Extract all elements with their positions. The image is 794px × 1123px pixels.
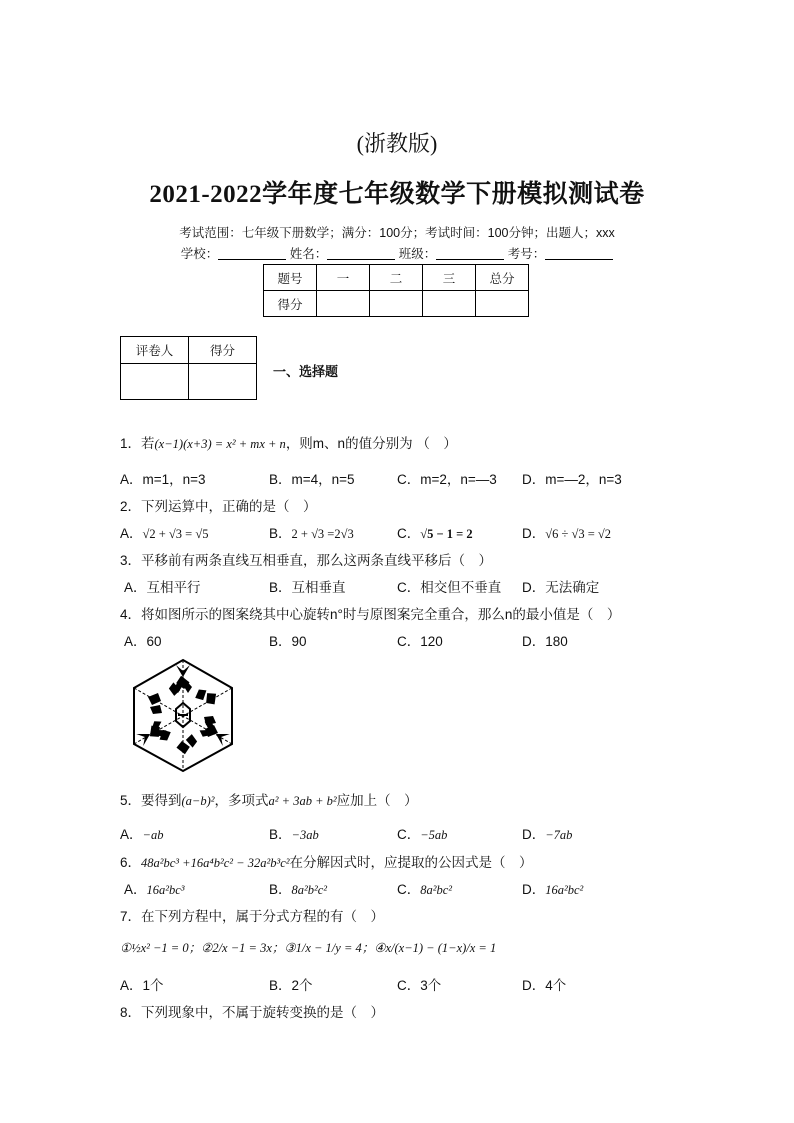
student-info-line [0,244,794,262]
option-d[interactable]: D．−7ab [522,827,573,842]
name-blank[interactable] [327,246,395,260]
name-label: 姓名： [289,247,328,261]
question-text: 1．若 [120,436,155,451]
option-d[interactable]: D．180 [522,634,568,649]
class-label: 班级： [398,247,437,261]
score-header: 总分 [476,265,529,291]
question-text: ，则m、n的值分别为 （ ） [285,436,457,451]
question-5: 5．要得到(a−b)²，多项式a² + 3ab + b²应加上（ ） [120,793,418,808]
option-c[interactable]: C．3个 [397,978,442,993]
score-header: 题号 [264,265,317,291]
class-blank[interactable] [436,246,504,260]
score-cell[interactable] [317,291,370,317]
option-d[interactable]: D．无法确定 [522,580,600,595]
score-cell[interactable] [423,291,476,317]
score-header: 一 [317,265,370,291]
score-cell[interactable] [476,291,529,317]
question-3: 3．平移前有两条直线互相垂直，那么这两条直线平移后（ ） [120,553,493,568]
grader-table [120,336,257,400]
option-b[interactable]: B．−3ab [269,827,319,842]
option-b[interactable]: B．2 + √3 =2√3 [269,526,354,541]
question-7-equations: ①½x² −1 = 0；②2/x −1 = 3x；③1/x − 1/y = 4；④x/(x−1) − (1−x)/x = 1 [120,941,497,955]
option-c[interactable]: C．8a²bc² [397,882,453,897]
section-title: 一、选择题 [273,364,339,379]
option-d[interactable]: D．16a²bc² [522,882,584,897]
option-c[interactable]: C．√5 − 1 = 2 [397,526,473,541]
grader-header: 得分 [189,337,257,364]
option-b[interactable]: B．互相垂直 [269,580,346,595]
option-d[interactable]: D．4个 [522,978,567,993]
score-row-label: 得分 [264,291,317,317]
grader-cell[interactable] [189,364,257,400]
option-a[interactable]: A．√2 + √3 = √5 [120,526,209,541]
option-b[interactable]: B．m=4，n=5 [269,472,355,487]
score-table [263,264,529,317]
score-header: 三 [423,265,476,291]
option-c[interactable]: C．−5ab [397,827,448,842]
rotation-pattern-figure [128,657,238,774]
option-a[interactable]: A．16a²bc³ [124,882,185,897]
option-a[interactable]: A．互相平行 [124,580,201,595]
school-blank[interactable] [218,246,286,260]
option-b[interactable]: B．2个 [269,978,313,993]
page-title: 2021-2022学年度七年级数学下册模拟测试卷 [149,181,645,208]
id-blank[interactable] [545,246,613,260]
question-7: 7．在下列方程中，属于分式方程的有（ ） [120,909,385,924]
question-2: 2．下列运算中，正确的是（ ） [120,499,317,514]
option-b[interactable]: B．8a²b²c² [269,882,328,897]
edition-label: (浙教版) [356,131,438,156]
option-a[interactable]: A．m=1，n=3 [120,472,206,487]
option-a[interactable]: A．1个 [120,978,164,993]
option-c[interactable]: C．120 [397,634,443,649]
option-a[interactable]: A．60 [124,634,162,649]
exam-info: 考试范围：七年级下册数学；满分：100分；考试时间：100分钟；出题人；xxx [179,226,615,240]
option-c[interactable]: C．m=2，n=—3 [397,472,497,487]
score-cell[interactable] [370,291,423,317]
question-8: 8．下列现象中，不属于旋转变换的是（ ） [120,1005,385,1020]
grader-cell[interactable] [121,364,189,400]
question-math: (x−1)(x+3) = x² + mx + n [154,437,286,451]
option-a[interactable]: A．−ab [120,827,164,842]
school-label: 学校： [180,247,219,261]
grader-header: 评卷人 [121,337,189,364]
id-label: 考号： [507,247,546,261]
option-b[interactable]: B．90 [269,634,307,649]
score-header: 二 [370,265,423,291]
option-d[interactable]: D．√6 ÷ √3 = √2 [522,526,611,541]
question-4: 4．将如图所示的图案绕其中心旋转n°时与原图案完全重合，那么n的最小值是（ ） [120,607,621,622]
option-c[interactable]: C．相交但不垂直 [397,580,502,595]
question-6: 6．48a²bc³ +16a⁴b²c² − 32a²b³c²在分解因式时，应提取的公因式是（ ） [120,855,533,870]
question-1 [120,432,457,452]
option-d[interactable]: D．m=—2，n=3 [522,472,622,487]
